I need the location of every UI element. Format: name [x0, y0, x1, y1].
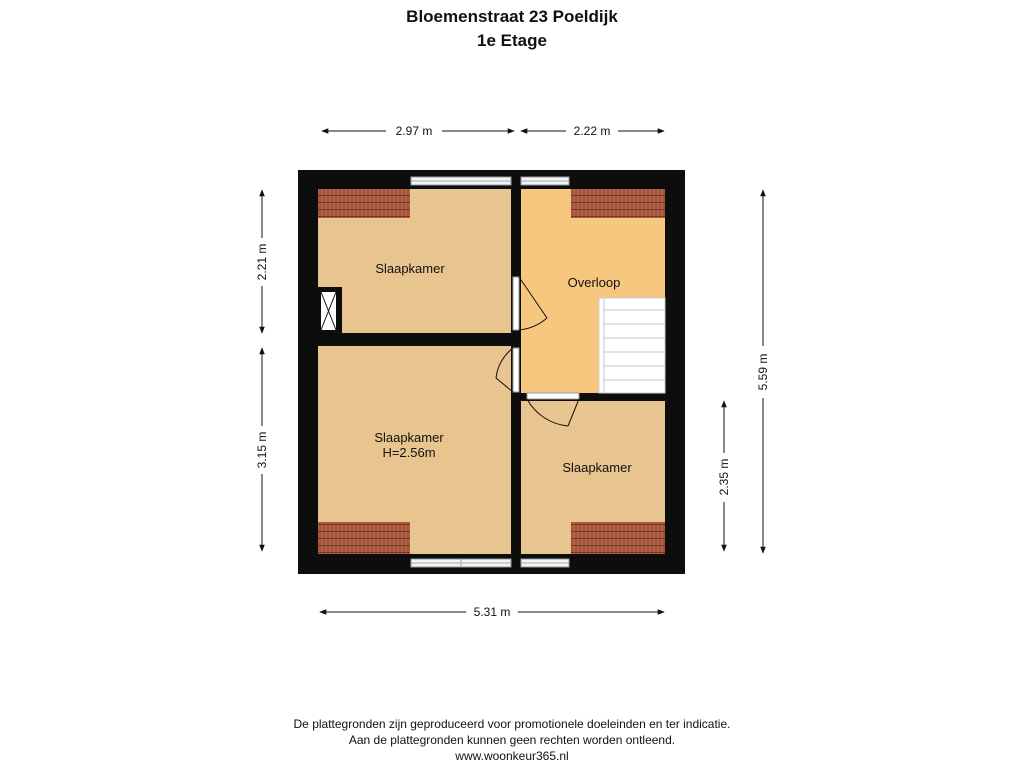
dimension-label-bottom-total: 5.31 m [473, 605, 511, 619]
website-link[interactable]: www.woonkeur365.nl [455, 749, 569, 763]
roof-tiles-bottom-right [571, 522, 665, 554]
roof-tiles-top-left [318, 189, 410, 218]
dimension-label-right-total: 5.59 m [756, 353, 770, 391]
dimension-label-right-lower: 2.35 m [717, 458, 731, 496]
room-label-bedroom-bottom-left: Slaapkamer [374, 430, 444, 445]
dimension-right-lower [717, 401, 731, 551]
window-top-right [521, 177, 569, 185]
disclaimer-line-1: De plattegronden zijn geproduceerd voor promotionele doeleinden en ter indicatie. [293, 717, 731, 731]
plan-title-address: Bloemenstraat 23 Poeldijk [406, 7, 618, 26]
dimension-left-lower [255, 348, 269, 551]
plan-title-floor: 1e Etage [477, 31, 547, 50]
roof-tiles-bottom-left [318, 522, 410, 554]
dimension-label-left-lower: 3.15 m [255, 431, 269, 469]
dimension-top-right [521, 124, 664, 138]
window-top-left [411, 177, 511, 185]
dimension-label-top-right: 2.22 m [573, 124, 611, 138]
dimension-label-left-upper: 2.21 m [255, 243, 269, 281]
dimension-top-left [322, 124, 514, 138]
roof-tiles-top-right [571, 189, 665, 218]
window-bottom-left [411, 559, 511, 567]
room-label-bedroom-bottom-right: Slaapkamer [562, 460, 632, 475]
room-label-bedroom-top-left: Slaapkamer [375, 261, 445, 276]
room-label-landing: Overloop [567, 275, 621, 290]
dimension-bottom-total [320, 605, 664, 619]
dimension-label-top-left: 2.97 m [395, 124, 433, 138]
dimension-left-upper [255, 190, 269, 333]
room-height-label: H=2.56m [382, 445, 436, 460]
dimension-right-total [756, 190, 770, 553]
staircase [599, 298, 665, 393]
window-bottom-right [521, 559, 569, 567]
disclaimer-line-2: Aan de plattegronden kunnen geen rechten worden ontleend. [348, 733, 676, 747]
